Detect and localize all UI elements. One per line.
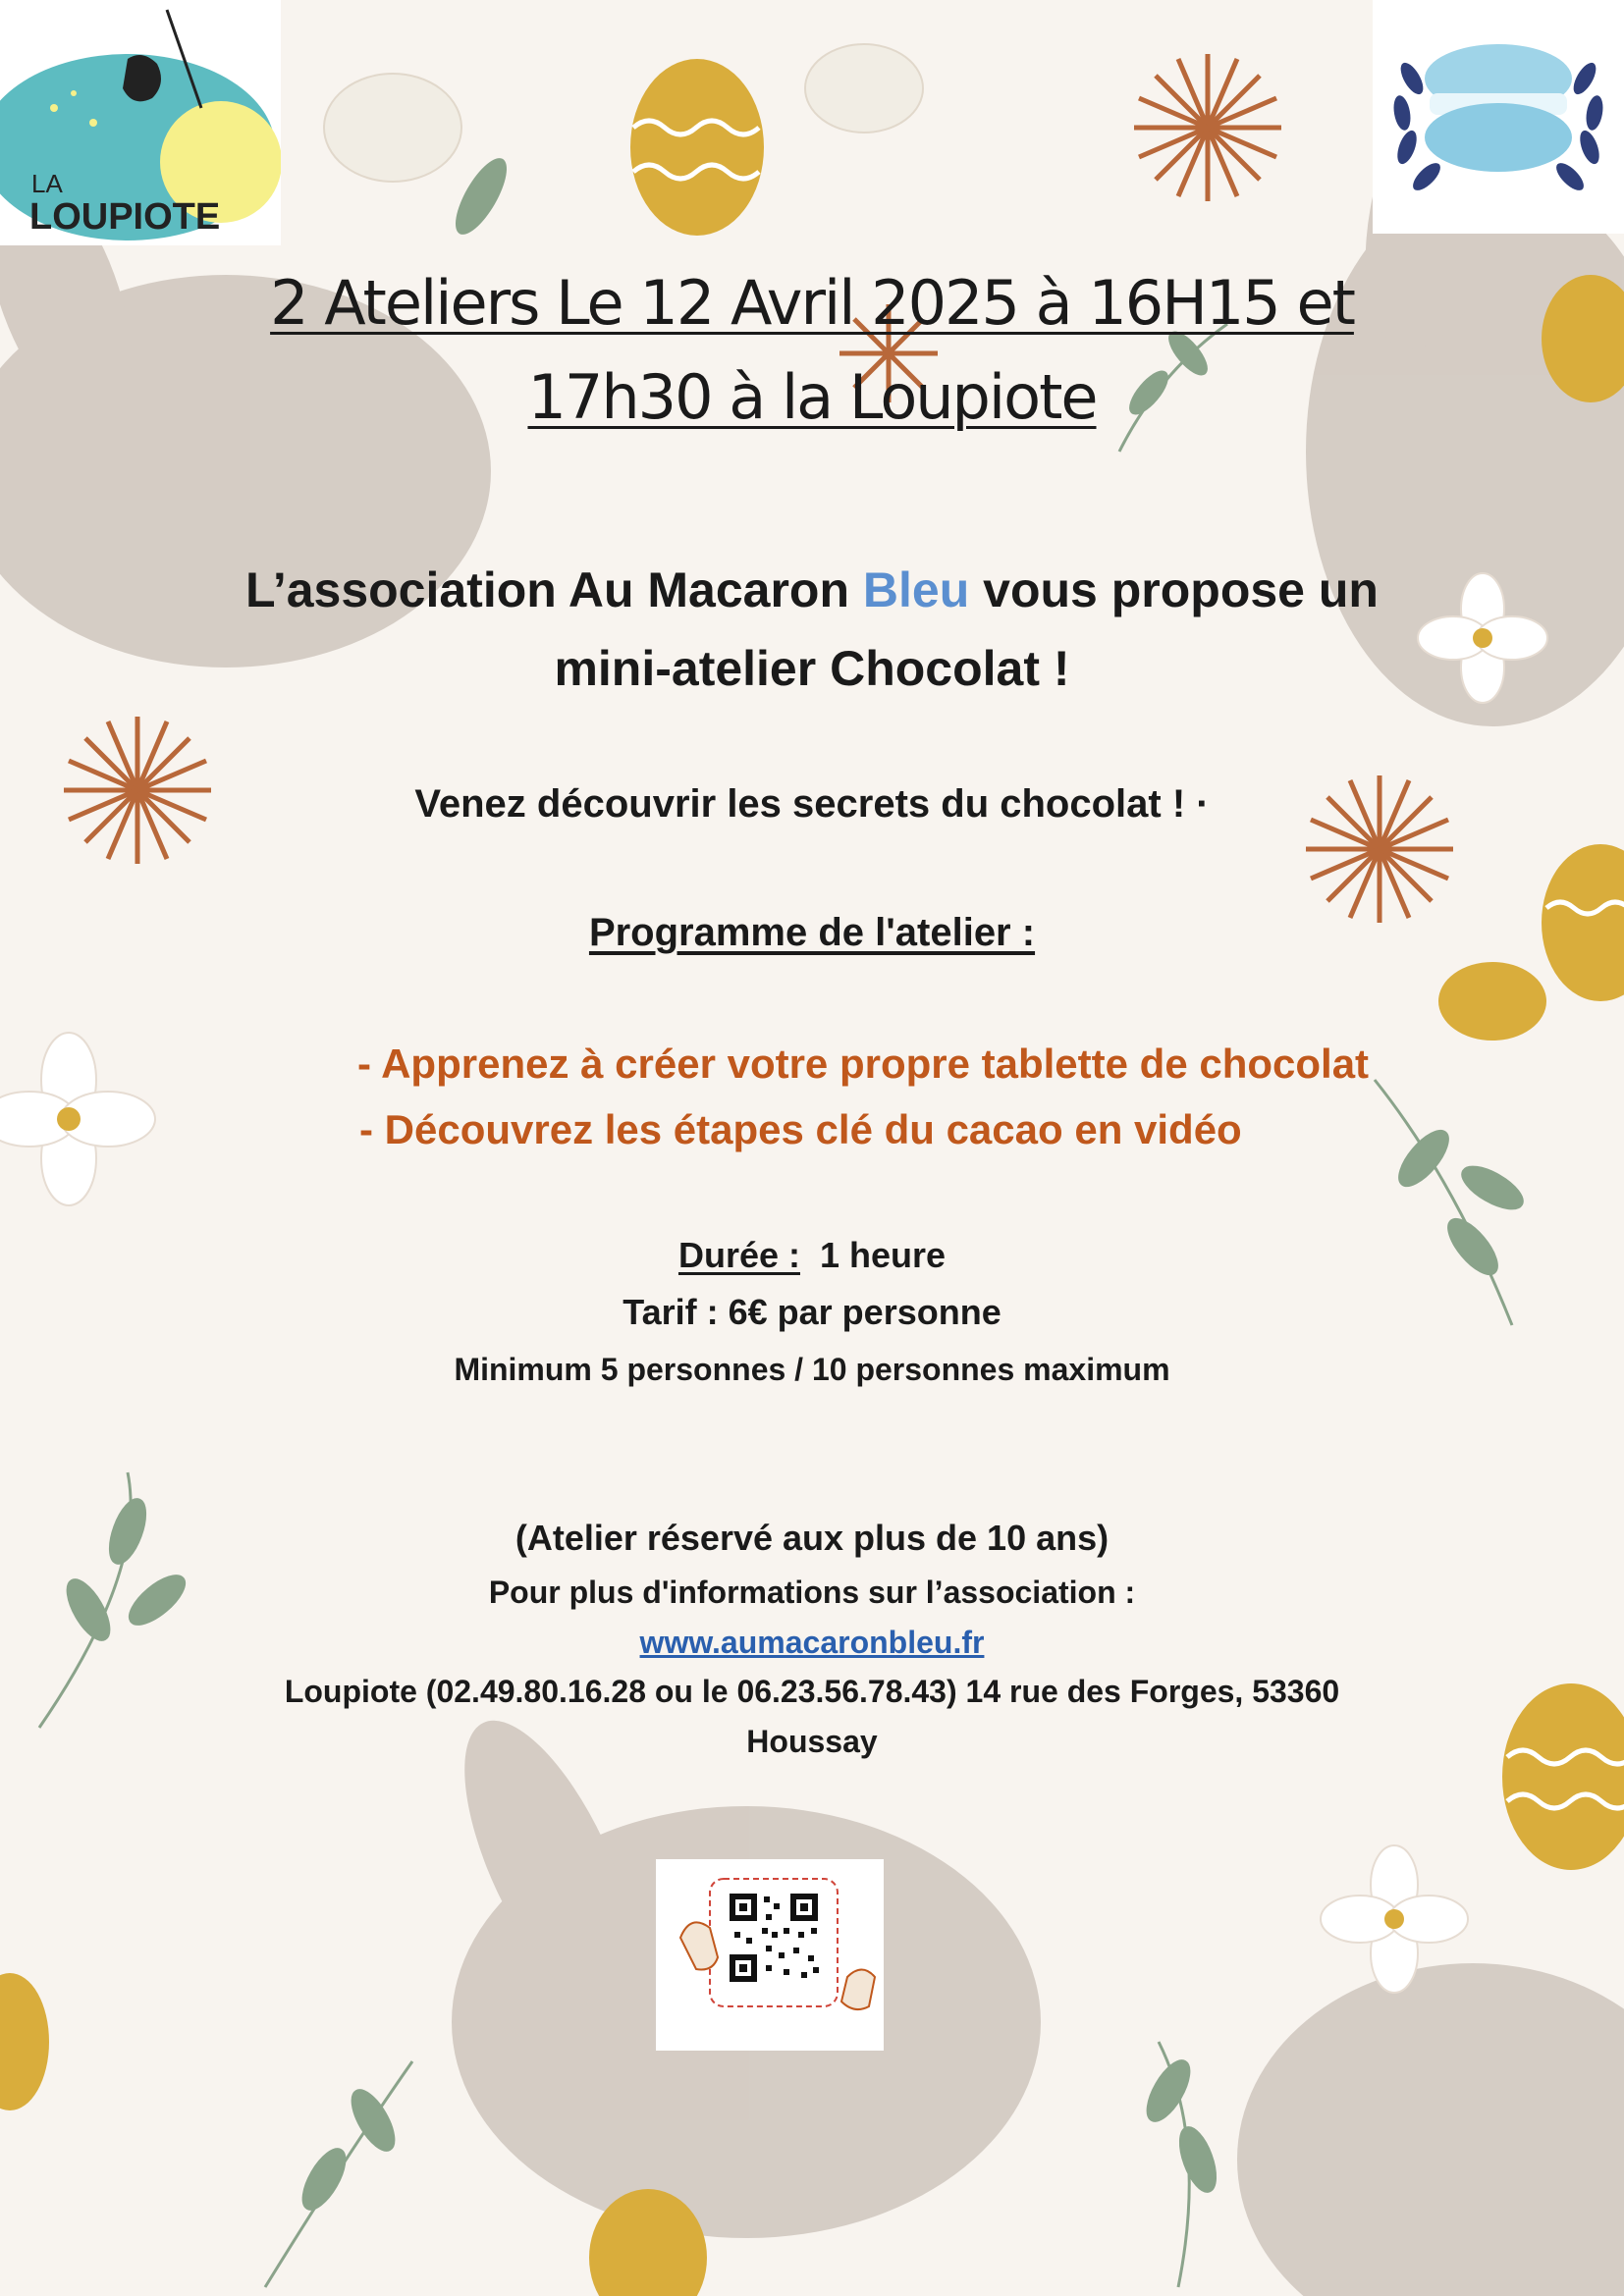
- intro-line-1: [0, 561, 1624, 618]
- leaf-branch-icon: [1140, 2042, 1222, 2287]
- flower-icon: [0, 1033, 155, 1205]
- logo-text-loupiote: LOUPIOTE: [29, 196, 221, 238]
- capacity-line: Minimum 5 personnes / 10 personnes maximum: [454, 1352, 1170, 1387]
- program-heading: Programme de l'atelier :: [588, 911, 1036, 954]
- price-line: Tarif : 6€ par personne: [623, 1292, 1001, 1332]
- macaron-logo: [1373, 0, 1624, 234]
- intro-text-part-2: vous propose un: [969, 562, 1379, 617]
- qr-code-icon: [656, 1859, 884, 2051]
- program-item-2: - Découvrez les étapes clé du cacao en vidéo: [359, 1106, 1242, 1152]
- discover-line: Venez découvrir les secrets du chocolat ! ·: [414, 782, 1210, 826]
- leaf-branch-icon: [265, 2061, 412, 2287]
- la-loupiote-logo: [0, 0, 281, 245]
- more-info-line: Pour plus d'informations sur l’association :: [488, 1575, 1136, 1610]
- star-burst-icon: [1134, 54, 1281, 201]
- flower-icon: [324, 44, 923, 182]
- easter-egg-icon: [1438, 962, 1546, 1041]
- easter-egg-icon: [1502, 1683, 1624, 1870]
- age-restriction: (Atelier réservé aux plus de 10 ans): [514, 1518, 1110, 1558]
- page-title-line-2: 17h30 à la Loupiote: [527, 361, 1097, 433]
- website-link[interactable]: www.aumacaronbleu.fr: [639, 1625, 985, 1660]
- contact-line-1: Loupiote (02.49.80.16.28 ou le 06.23.56.78.43) 14 rue des Forges, 53360: [284, 1674, 1340, 1709]
- website-line: [0, 1625, 1624, 1661]
- easter-egg-icon: [630, 59, 764, 236]
- duration-label: Durée :: [677, 1235, 800, 1275]
- intro-highlight-bleu: Bleu: [862, 562, 970, 617]
- program-item-1: - Apprenez à créer votre propre tablette de chocolat: [357, 1041, 1370, 1087]
- leaf-branch-icon: [446, 151, 516, 241]
- duration-value: 1 heure: [799, 1235, 947, 1275]
- leaf-branch-icon: [1375, 1080, 1528, 1325]
- intro-text-part-1: L’association Au Macaron: [245, 562, 863, 617]
- intro-line-2: mini-atelier Chocolat !: [554, 641, 1070, 696]
- easter-egg-icon: [0, 1973, 49, 2110]
- qr-code-card: [656, 1859, 884, 2051]
- bunny-icon: [1237, 1963, 1624, 2296]
- logo-text-la: LA: [31, 169, 63, 198]
- duration-line: [0, 1235, 1624, 1276]
- page-title-line-1: 2 Ateliers Le 12 Avril 2025 à 16H15 et: [270, 267, 1354, 339]
- macaron-icon: [1425, 44, 1572, 172]
- contact-line-2: Houssay: [746, 1724, 878, 1759]
